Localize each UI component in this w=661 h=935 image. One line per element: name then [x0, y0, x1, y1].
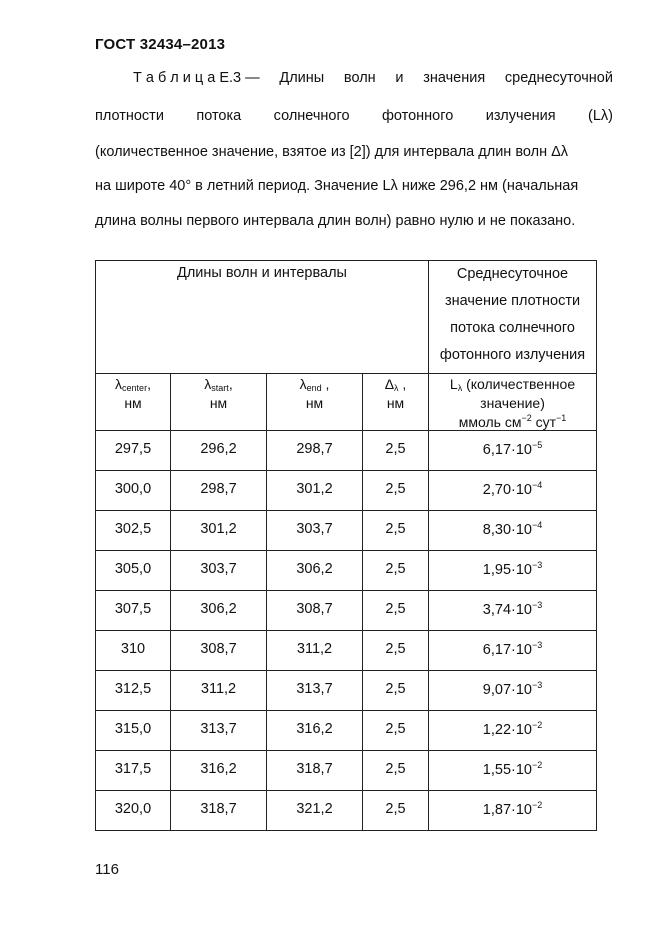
cell-irradiance: $1,95\cdot 10^{-3}$	[429, 551, 597, 591]
cell-start: 313,7	[171, 711, 267, 751]
caption-line-2	[95, 108, 613, 125]
cell-start: 308,7	[171, 631, 267, 671]
cell-irradiance: $6,17\cdot 10^{-5}$	[429, 431, 597, 471]
cell-delta: 2,5	[363, 711, 429, 751]
cell-center: 305,0	[96, 551, 171, 591]
col-header-start: $\lambda_{start}$, нм	[171, 374, 267, 431]
cell-center: 320,0	[96, 791, 171, 831]
column-header-row	[96, 374, 597, 431]
caption-line-5: длина волны первого интервала длин волн) равно нулю и не показано.	[95, 213, 576, 229]
cell-start: 311,2	[171, 671, 267, 711]
cell-delta: 2,5	[363, 791, 429, 831]
col-header-irradiance: $L_\lambda$ (количественное значение) ммоль $см^{-2}$ сут$^{-1}$	[429, 374, 597, 431]
cell-start: 303,7	[171, 551, 267, 591]
caption-line-3: (количественное значение, взятое из [2]) для интервала длин волн Δλ	[95, 144, 569, 160]
caption-word: Т а б л и ц а Е.3 —	[133, 70, 260, 86]
col-header-center: $\lambda_{center}$, нм	[96, 374, 171, 431]
cell-irradiance: $6,17\cdot 10^{-3}$	[429, 631, 597, 671]
table-row	[96, 751, 597, 791]
irradiance-header-line: фотонного излучения	[439, 347, 586, 363]
cell-delta: 2,5	[363, 631, 429, 671]
cell-irradiance: $2,70\cdot 10^{-4}$	[429, 471, 597, 511]
irradiance-header-line: значение плотности	[444, 293, 581, 309]
caption-word: потока	[196, 108, 242, 124]
caption-word: Длины	[279, 70, 325, 86]
cell-irradiance: $8,30\cdot 10^{-4}$	[429, 511, 597, 551]
col-header-end: $\lambda_{end}$ , нм	[267, 374, 363, 431]
cell-irradiance: $9,07\cdot 10^{-3}$	[429, 671, 597, 711]
caption-word: значения	[423, 70, 486, 86]
cell-end: 311,2	[267, 631, 363, 671]
caption-word: солнечного	[273, 108, 350, 124]
cell-end: 318,7	[267, 751, 363, 791]
cell-center: 302,5	[96, 511, 171, 551]
table-row	[96, 631, 597, 671]
caption-word: среднесуточной	[504, 70, 613, 86]
cell-start: 316,2	[171, 751, 267, 791]
irradiance-group-header	[429, 261, 597, 374]
table-row	[96, 511, 597, 551]
cell-start: 296,2	[171, 431, 267, 471]
caption-line-4: на широте 40° в летний период. Значение Lλ ниже 296,2 нм (начальная	[95, 178, 579, 194]
caption-line-1	[133, 70, 613, 87]
cell-start: 318,7	[171, 791, 267, 831]
table-row	[96, 471, 597, 511]
caption-word: (Lλ)	[588, 108, 613, 124]
cell-delta: 2,5	[363, 551, 429, 591]
caption-word: плотности	[95, 108, 164, 124]
cell-irradiance: $1,55\cdot 10^{-2}$	[429, 751, 597, 791]
cell-center: 315,0	[96, 711, 171, 751]
cell-end: 308,7	[267, 591, 363, 631]
cell-delta: 2,5	[363, 471, 429, 511]
cell-end: 316,2	[267, 711, 363, 751]
cell-end: 313,7	[267, 671, 363, 711]
page-number: 116	[95, 861, 119, 878]
cell-end: 306,2	[267, 551, 363, 591]
table-row	[96, 671, 597, 711]
group-header-row	[96, 261, 597, 374]
cell-delta: 2,5	[363, 671, 429, 711]
cell-center: 300,0	[96, 471, 171, 511]
caption-word: фотонного	[381, 108, 454, 124]
cell-delta: 2,5	[363, 591, 429, 631]
data-table	[95, 260, 597, 831]
irradiance-header-line: потока солнечного	[450, 320, 575, 336]
table-row	[96, 431, 597, 471]
cell-start: 298,7	[171, 471, 267, 511]
caption-word: и	[395, 70, 404, 86]
cell-delta: 2,5	[363, 431, 429, 471]
wavelength-group-header: Длины волн и интервалы	[96, 261, 429, 374]
cell-irradiance: $1,22\cdot 10^{-2}$	[429, 711, 597, 751]
cell-start: 301,2	[171, 511, 267, 551]
irradiance-header-line: Среднесуточное	[456, 266, 569, 282]
document-header: ГОСТ 32434–2013	[95, 36, 226, 53]
cell-end: 298,7	[267, 431, 363, 471]
table-row	[96, 711, 597, 751]
cell-center: 310	[96, 631, 171, 671]
cell-irradiance: $3,74\cdot 10^{-3}$	[429, 591, 597, 631]
cell-start: 306,2	[171, 591, 267, 631]
col-header-delta: $\Delta_\lambda$ , нм	[363, 374, 429, 431]
table-row	[96, 591, 597, 631]
cell-end: 303,7	[267, 511, 363, 551]
table-row	[96, 551, 597, 591]
caption-word: волн	[343, 70, 376, 86]
cell-end: 301,2	[267, 471, 363, 511]
cell-center: 312,5	[96, 671, 171, 711]
cell-delta: 2,5	[363, 511, 429, 551]
cell-end: 321,2	[267, 791, 363, 831]
cell-delta: 2,5	[363, 751, 429, 791]
cell-irradiance: $1,87\cdot 10^{-2}$	[429, 791, 597, 831]
cell-center: 297,5	[96, 431, 171, 471]
cell-center: 307,5	[96, 591, 171, 631]
table-row	[96, 791, 597, 831]
cell-center: 317,5	[96, 751, 171, 791]
caption-word: излучения	[485, 108, 556, 124]
